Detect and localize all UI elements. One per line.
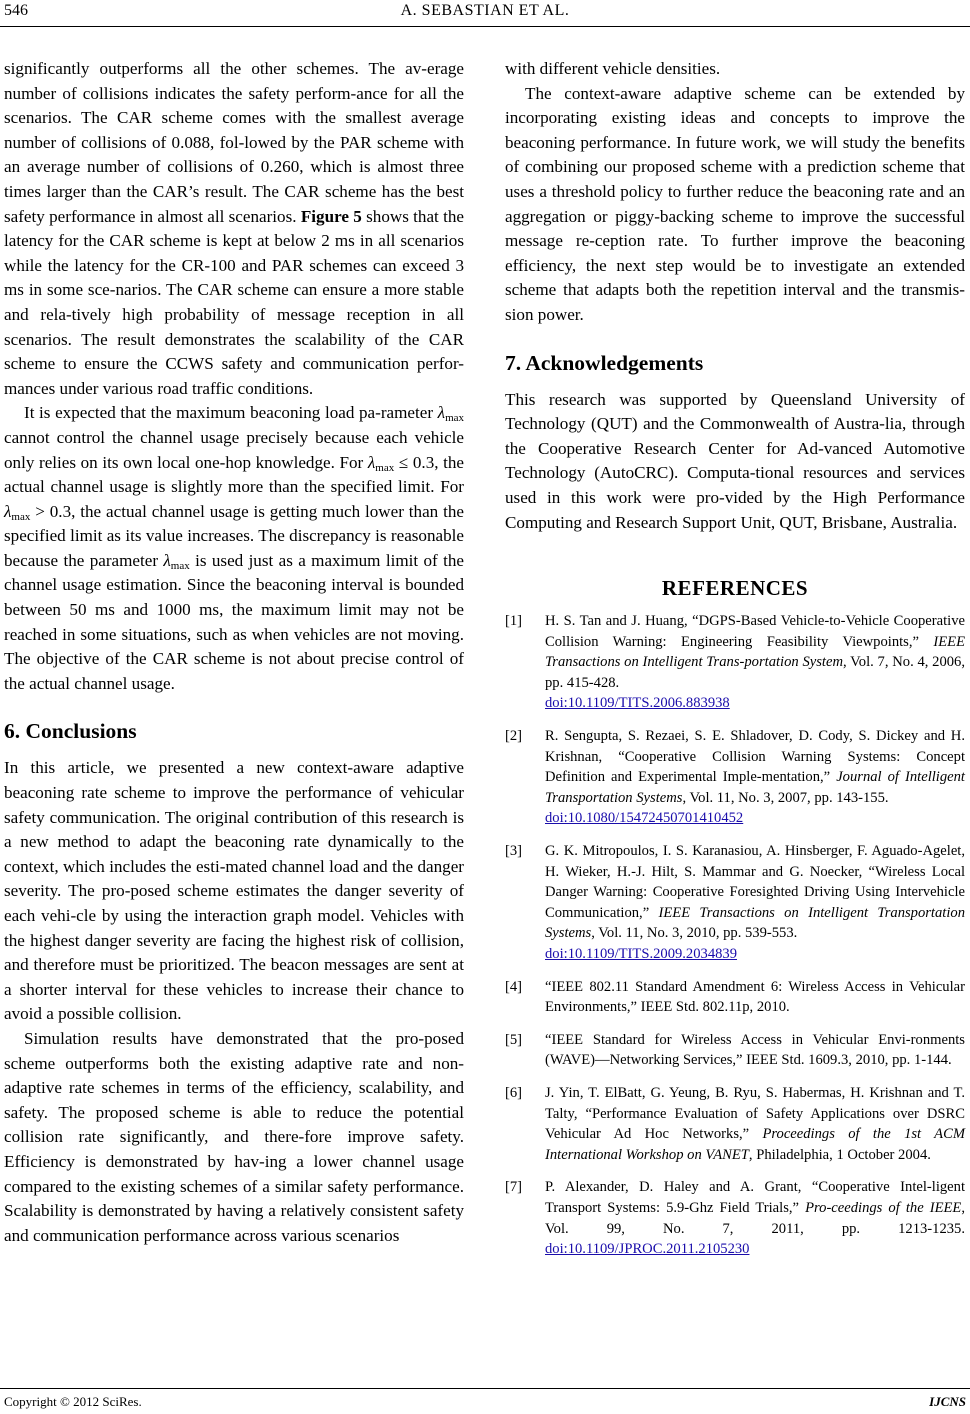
page-number: 546 [4,2,28,19]
page-header [0,0,970,30]
doi-link[interactable]: doi:10.1109/TITS.2006.883938 [545,695,730,712]
reference-list [505,611,965,1260]
paragraph-lambda: It is expected that the maximum beaconing load pa-rameter $\lambda_{max}$ cannot control the channel usage precisely because each vehicle only relies on its own local one-hop knowledge. For $\lambda_{max} \le 0.3$, the actual channel usage is slightly more than the specified limit. For $\lambda_{max} > 0.3$, the actual channel usage is getting much lower than the specified limit as its value increases. The discrepancy is reasonable because the parameter $\lambda_{max}$ is used just as a maximum limit of the channel usage estimation. Since the beaconing interval is bounded between 50 ms and 1000 ms, the maximum limit may not be reached in some situations, such as when vehicles are not moving. The objective of the CAR scheme is not about precise control of the actual channel usage. [4,403,465,693]
paragraph-conclusions-2: Simulation results have demonstrated that the pro-posed scheme outperforms both the existing adaptive rate and non-adaptive rate schemes in terms of the efficiency, scalability, and safety. The proposed scheme is able to reduce the potential collision rate significantly, and there-fore improve safety. Efficiency is demonstrated by hav-ing a lower channel usage compared to the existing schemes of a similar safety performance. Scalability is demonstrated by having a relatively consistent safety and communication performance across various scenarios [4,1028,464,1245]
paragraph-future-work: The context-aware adaptive scheme can be extended by incorporating existing ideas and concepts to improve the beaconing performance. In future work, we will study the benefits of combining our proposed scheme with a prediction scheme that uses a threshold policy to further reduce the beaconing rate and an aggregation or piggy-backing scheme to improve the successful message re-ception rate. To further improve the beaconing efficiency, the next step would be to investigate an extended scheme that adapts both the repetition interval and the transmis-sion power. [505,83,965,324]
footer-rule [0,1388,970,1389]
right-column [505,57,965,1272]
reference-item: [1] H. S. Tan and J. Huang, “DGPS-Based Vehicle-to-Vehicle Cooperative Collision Warning: Engineering Feasibility Viewpoints,” IEEE Transactions on Intelligent Trans-portation System, Vol. 7, No. 4, 2006, pp. 415-428. doi:10.1109/TITS.2006.883938 [505,613,966,712]
reference-item: [6] J. Yin, T. ElBatt, G. Yeung, B. Ryu, S. Habermas, H. Krishnan and T. Talty, “Performance Evaluation of Safety Applications over DSRC Vehicular Ad Hoc Networks,” Proceedings of the 1st ACM International Workshop on VANET, Philadelphia, 1 October 2004. [505,1084,965,1163]
paragraph-densities: with different vehicle densities. [505,59,721,78]
figure-reference[interactable]: Figure 5 [300,206,362,226]
reference-item: [3] G. K. Mitropoulos, I. S. Karanasiou, A. Hinsberger, F. Aguado-Agelet, H. Wieker, H.-J. Hilt, S. Mammar and G. Noecker, “Wireless Local Danger Warning: Cooperative Foresighted Driving Using Intervehicle Communication,” IEEE Transactions on Intelligent Transportation Systems, Vol. 11, No. 3, 2010, pp. 539-553. doi:10.1109/TITS.2009.2034839 [505,843,965,962]
heading-conclusions: 6. Conclusions [4,719,137,744]
doi-link[interactable]: doi:10.1109/TITS.2009.2034839 [545,946,738,962]
reference-item: [4] “IEEE 802.11 Standard Amendment 6: Wireless Access in Vehicular Environments,” IEEE Std. 802.11p, 2010. [505,978,965,1016]
left-column [4,57,464,1248]
running-head: A. SEBASTIAN ET AL. [400,2,570,19]
reference-item: [7] P. Alexander, D. Haley and A. Grant, “Cooperative Intel-ligent Transport Systems: 5.9-Ghz Field Trials,” Pro-ceedings of the IEEE, Vol. 99, No. 7, 2011, pp. 1213-1235. doi:10.1109/JPROC.2011.2105230 [505,1179,965,1258]
heading-references: REFERENCES [661,576,809,601]
heading-acknowledgements: 7. Acknowledgements [505,350,704,375]
footer-journal: IJCNS [929,1394,966,1409]
doi-link[interactable]: doi:10.1109/JPROC.2011.2105230 [545,1241,750,1258]
footer-copyright: Copyright © 2012 SciRes. [4,1394,142,1409]
doi-link[interactable]: doi:10.1080/15472450701410452 [545,810,744,827]
header-rule [0,26,970,27]
paragraph-conclusions-1: In this article, we presented a new context-aware adaptive beaconing rate scheme to improve the performance of vehicular safety communication. The original contribution of this research is a new method to adapt the beaconing rate dynamically to the context, which includes the esti-mated channel load and the danger severity. The pro-posed scheme estimates the danger severity of each vehi-cle by using the interaction graph model. Vehicles with the highest danger severity are facing the highest risk of collision, and therefore must be prioritized. The beacon messages are sent at a shorter interval for these vehicles to increase their chance to avoid a possible collision. [4,758,464,1024]
reference-item: [2] R. Sengupta, S. Rezaei, S. E. Shladover, D. Cody, S. Dickey and H. Krishnan, “Cooperative Collision Warning Systems: Concept Definition and Experimental Imple-mentation,” Journal of Intelligent Transportation Systems, Vol. 11, No. 3, 2007, pp. 143-155. doi:10.1080/15472450701410452 [505,728,965,827]
paragraph-acknowledgements: This research was supported by Queensland University of Technology (QUT) and the Commonwealth of Austra-lia, through the Cooperative Research Center for Ad-vanced Automotive Technology (AutoCRC). Computa-tional resources and services used in this work were pro-vided by the High Performance Computing and Research Support Unit, QUT, Brisbane, Australia. [505,389,965,532]
paragraph-results: significantly outperforms all the other schemes. The av-erage number of collisions indicates the safety perform-ance for all the scenarios. The CAR scheme comes with the smallest average number of collisions of 0.088, fol-lowed by the PAR scheme with an average number of collisions of 0.260, which is almost three times larger than the CAR’s result. The CAR scheme has the best safety performance in almost all scenarios. Figure 5 shows that the latency for the CAR scheme is kept at below 2 ms in all scenarios while the latency for the CR-100 and PAR schemes can exceed 3 ms in some sce-narios. The CAR scheme can ensure a more stable and rela-tively high probability of message reception in all scenarios. The result demonstrates the scalability of the CAR scheme to ensure the CCWS safety and communication perfor-mances under various road traffic conditions. [4,59,464,398]
reference-item: [5] “IEEE Standard for Wireless Access in Vehicular Envi-ronments (WAVE)—Networking Services,” IEEE Std. 1609.3, 2010, pp. 1-144. [505,1031,965,1069]
